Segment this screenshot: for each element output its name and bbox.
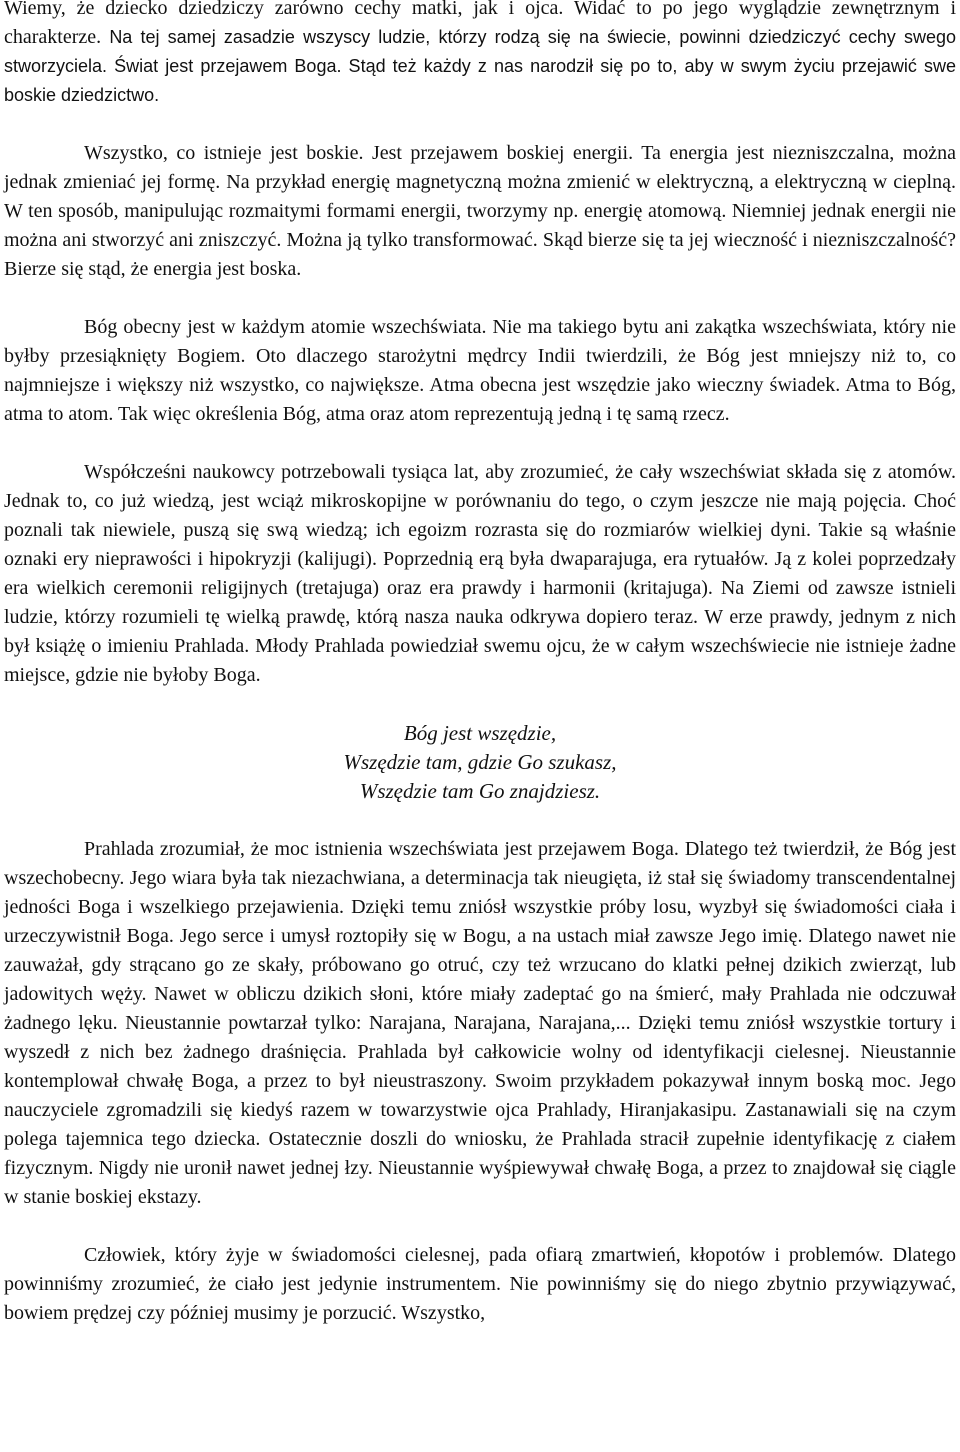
paragraph-god-in-atom: Bóg obecny jest w każdym atomie wszechświata. Nie ma takiego bytu ani zakątka wszechświata, który nie byłby przesiąknięty Bogiem. Oto dlaczego starożytni mędrcy Indii twierdzili, że Bóg jest mniejszy niż to, co najmniejsze i większy niż wszystko, co największe. Atma obecna jest wszędzie jako wieczny świadek. Atma to Bóg, atma to atom. Tak więc określenia Bóg, atma oraz atom reprezentują jedną i tę samą rzecz. — [4, 316, 956, 425]
paragraph-body-consciousness: Człowiek, który żyje w świadomości cielesnej, pada ofiarą zmartwień, kłopotów i problemów. Dlatego powinniśmy zrozumieć, że ciało jest jedynie instrumentem. Nie powinniśmy się do niego zbytnio przywiązywać, bowiem prędzej czy później musimy je porzucić. Wszystko, — [4, 1244, 956, 1324]
paragraph-prahlada: Prahlada zrozumiał, że moc istnienia wszechświata jest przejawem Boga. Dlatego też twierdził, że Bóg jest wszechobecny. Jego wiara była tak niezachwiana, a determinacja tak nieugięta, iż stał się świadomy transcendentalnej jedności Boga i wszelkiego przejawienia. Dzięki temu zniósł wszystkie próby losu, wyzbył się świadomości ciała i urzeczywistnił Boga. Jego serce i umysł roztopiły się w Bogu, a na ustach miał zawsze Jego imię. Dlatego nawet nie zauważał, gdy strącano go ze skały, próbowano go otruć, czy też wrzucano do klatki pełnej dzikich zwierząt, lub jadowitych węży. Nawet w obliczu dzikich słoni, które miały zadeptać go na śmierć, mały Prahlada nie odczuwał żadnego lęku. Nieustannie powtarzał tylko: Narajana, Narajana, Narajana,... Dzięki temu zniósł wszystkie tortury i wyszedł z nich bez żadnego draśnięcia. Prahlada był całkowicie wolny od identyfikacji cielesnej. Nieustannie kontemplował chwałę Boga, a przez to był nieustraszony. Swoim przykładem pokazywał innym boską moc. Jego nauczyciele zgromadzili się kiedyś razem w towarzystwie ojca Prahlady, Hiranjakasipu. Zastanawiali się na czym polega tajemnica tego dziecka. Ostatecznie doszli do wniosku, że Prahlada stracił zupełnie identyfikację z ciałem fizycznym. Nigdy nie uronił nawet jednej łzy. Nieustannie wyśpiewywał chwałę Boga, a przez to znajdował się ciągle w stanie boskiej ekstazy. — [4, 838, 956, 1208]
verse-quote — [4, 719, 956, 806]
paragraph-spacer — [4, 110, 956, 139]
verse-line: Wszędzie tam, gdzie Go szukasz, — [343, 750, 617, 774]
paragraph-spacer — [4, 690, 956, 719]
paragraph-spacer — [4, 1212, 956, 1241]
paragraph-inheritance — [4, 0, 956, 110]
paragraph-divine-energy: Wszystko, co istnieje jest boskie. Jest przejawem boskiej energii. Ta energia jest niezniszczalna, można jednak zmieniać jej formę. Na przykład energię magnetyczną można zmienić w elektryczną, a elektryczną w cieplną. W ten sposób, manipulując rozmaitymi formami energii, tworzymy np. energię atomową. Niemniej jednak energii nie można ani stworzyć ani zniszczyć. Można ją tylko transformować. Skąd bierze się ta jej wieczność i niezniszczalność? Bierze się stąd, że energia jest boska. — [4, 142, 956, 280]
paragraph-inheritance-sans-text: Na tej samej zasadzie wszyscy ludzie, którzy rodzą się na świecie, powinni dziedziczyć cechy swego stworzyciela. Świat jest przejawem Boga. Stąd też każdy z nas narodził się po to, aby w swym życiu przejawić swe boskie dziedzictwo. — [4, 27, 957, 105]
verse-line: Bóg jest wszędzie, — [403, 721, 557, 745]
paragraph-spacer — [4, 806, 956, 835]
paragraph-modern-scientists: Współcześni naukowcy potrzebowali tysiąca lat, aby zrozumieć, że cały wszechświat składa się z atomów. Jednak to, co już wiedzą, jest wciąż mikroskopijne w porównaniu do tego, o czym jeszcze nie mają pojęcia. Choć poznali tak niewiele, puszą się swą wiedzą; ich egoizm rozrasta się do rozmiarów wielkiej dyni. Takie są właśnie oznaki ery nieprawości i hipokryzji (kalijugi). Poprzednią erą była dwaparajuga, era rytuałów. Ją z kolei poprzedzały era wielkich ceremonii religijnych (tretajuga) oraz era prawdy i harmonii (kritajuga). Na Ziemi od zawsze istnieli ludzie, którzy rozumieli tę wielką prawdę, którą nasza nauka odkrywa dopiero teraz. W erze prawdy, jednym z nich był książę o imieniu Prahlada. Młody Prahlada powiedział swemu ojcu, że w całym wszechświecie nie istnieje żadne miejsce, gdzie nie byłoby Boga. — [4, 461, 956, 686]
paragraph-inheritance-serif-text: Wiemy, że dziecko dziedziczy zarówno cechy matki, jak i ojca. Widać to po jego wyglądzie zewnętrznym i charakterze. — [4, 0, 956, 48]
document-page — [4, 0, 956, 1328]
paragraph-spacer — [4, 284, 956, 313]
paragraph-spacer — [4, 429, 956, 458]
verse-line: Wszędzie tam Go znajdziesz. — [359, 779, 601, 803]
